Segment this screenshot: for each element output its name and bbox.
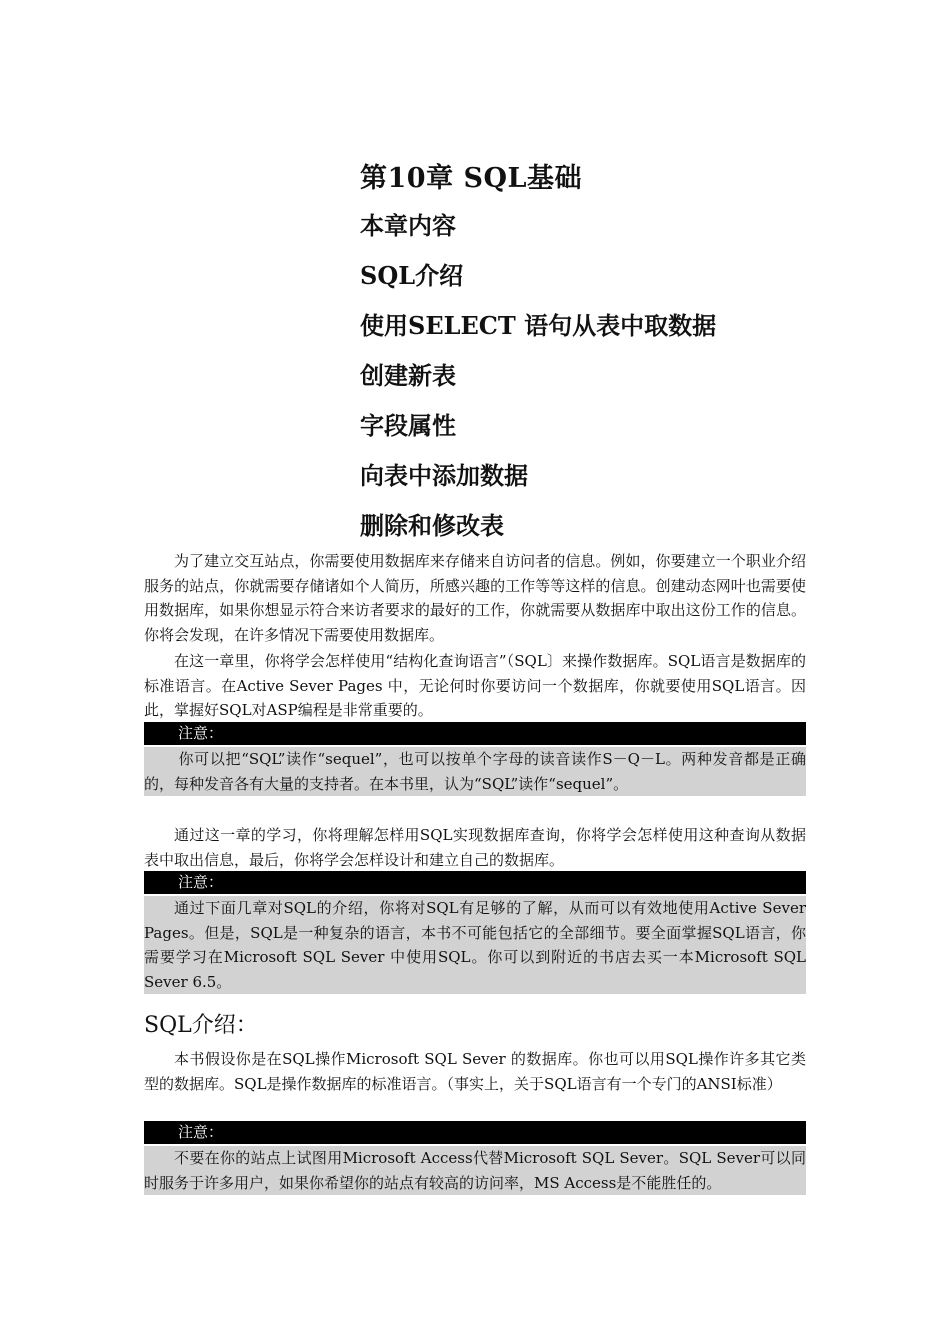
section-paragraph-1: 本书假设你是在SQL操作Microsoft SQL Sever 的数据库。你也可以用SQL操作许多其它类型的数据库。SQL是操作数据库的标准语言。（事实上，关于SQL语言有一个专门的ANSI标准） [144,1050,806,1093]
intro-paragraph-3: 通过这一章的学习，你将理解怎样用SQL实现数据库查询，你将学会怎样使用这种查询从数据表中取出信息，最后，你将学会怎样设计和建立自己的数据库。 [144,826,806,869]
note-header-3 [144,1121,806,1144]
toc-item-field-properties: 字段属性 [360,411,456,440]
note-label: 注意： [178,873,224,891]
toc-item-add-data: 向表中添加数据 [360,461,528,490]
note-body-1: 你可以把“SQL”读作“sequel”，也可以按单个字母的读音读作S－Q－L。两种发音都是正确的，每种发音各有大量的支持者。在本书里，认为“SQL”读作“sequel”。 [144,747,806,796]
note-body-2: 通过下面几章对SQL的介绍，你将对SQL有足够的了解，从而可以有效地使用Active Sever Pages。但是，SQL是一种复杂的语言，本书不可能包括它的全部细节。要全面掌握SQL语言，你需要学习在Microsoft SQL Sever 中使用SQL。你可以到附近的书店去买一本Microsoft SQL Sever 6.5。 [144,896,806,994]
note-label: 注意： [178,724,224,742]
toc-heading: 本章内容 [360,211,456,240]
note-label: 注意： [178,1123,224,1141]
intro-paragraph-2: 在这一章里，你将学会怎样使用“结构化查询语言”（SQL〕来操作数据库。SQL语言是数据库的标准语言。在Active Sever Pages 中，无论何时你要访问一个数据库，你就要使用SQL语言。因此，掌握好SQL对ASP编程是非常重要的。 [144,652,806,719]
toc-item-create-table: 创建新表 [360,361,456,390]
chapter-contents-list [360,208,716,558]
note-header-1 [144,722,806,745]
toc-item-sql-intro: SQL介绍 [360,261,464,290]
note-body-3: 不要在你的站点上试图用Microsoft Access代替Microsoft SQL Sever。SQL Sever可以同时服务于许多用户，如果你希望你的站点有较高的访问率，MS Access是不能胜任的。 [144,1146,806,1195]
section-heading: SQL介绍： [144,1013,258,1038]
intro-paragraph-1: 为了建立交互站点，你需要使用数据库来存储来自访问者的信息。例如，你要建立一个职业介绍服务的站点，你就需要存储诸如个人简历，所感兴趣的工作等等这样的信息。创建动态网叶也需要使用数据库，如果你想显示符合来访者要求的最好的工作，你就需要从数据库中取出这份工作的信息。你将会发现，在许多情况下需要使用数据库。 [144,552,806,644]
chapter-title: 第10章 SQL基础 [360,163,582,194]
note-header-2 [144,871,806,894]
toc-item-delete-modify: 删除和修改表 [360,511,504,540]
toc-item-select: 使用SELECT 语句从表中取数据 [360,311,717,340]
